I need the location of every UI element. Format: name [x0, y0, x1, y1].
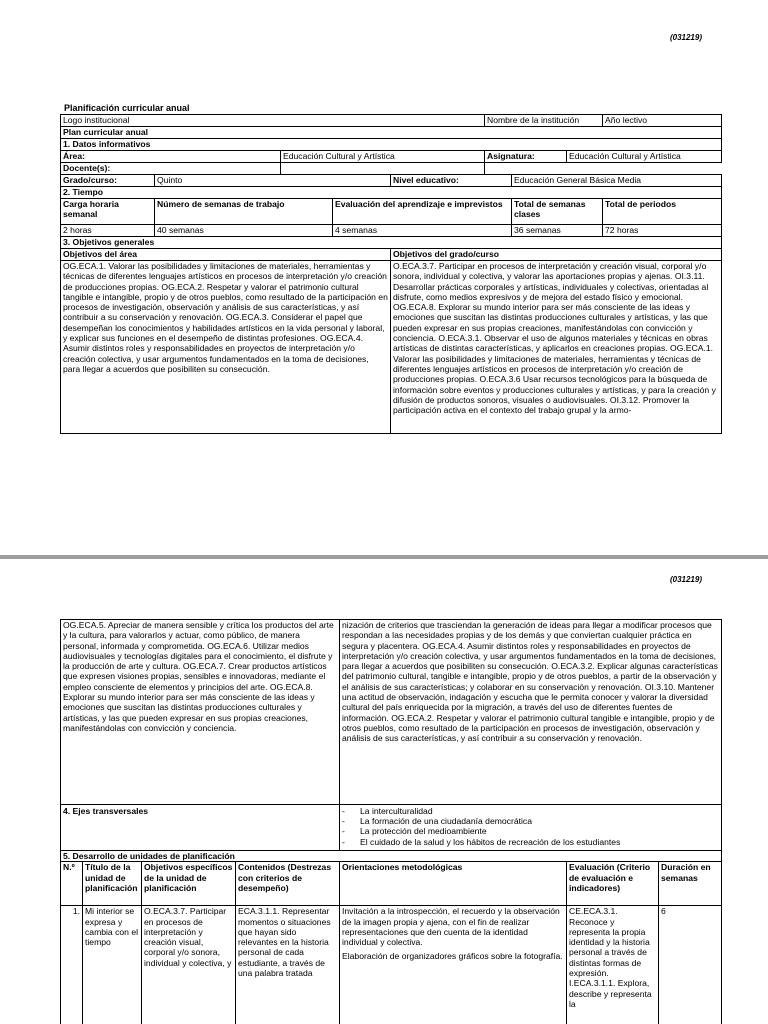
unidad-contenidos: ECA.3.1.1. Representar momentos o situaciones que hayan sido relevantes en la historia personal de cada estudiante, a través de una palabra tratada [236, 906, 340, 1024]
unidad-objetivos: O.ECA.3.7. Participar en procesos de interpretación y creación visual, corporal y/o sonora, individual y colectiva, y [142, 906, 236, 1024]
tiempo-value-total-semanas: 36 semanas [512, 225, 603, 237]
docente-empty-area [485, 163, 722, 175]
grado-label: Grado/curso: [61, 175, 155, 187]
ejes-list-cell [340, 805, 722, 851]
school-year-cell: Año lectivo [603, 115, 722, 127]
unidades-header-objetivos: Objetivos específicos de la unidad de planificación [142, 862, 236, 906]
planning-table-page-1 [60, 114, 722, 434]
unidades-header-duracion: Duración en semanas [659, 862, 722, 906]
docente-label: Docente(s): [61, 163, 281, 175]
orientacion-paragraph: Elaboración de organizadores gráficos sobre la fotografía. [342, 951, 563, 962]
section-3-heading: 3. Objetivos generales [61, 237, 722, 249]
area-label: Área: [61, 151, 281, 163]
unidad-titulo: Mi interior se expresa y cambia con el tiempo [83, 906, 142, 1024]
unidades-header-num: N.º [61, 862, 83, 906]
section-5-heading: 5. Desarrollo de unidades de planificación [61, 851, 722, 862]
objetivos-grado-text: O.ECA.3.7. Participar en procesos de interpretación y creación visual, corporal y/o sonora, individual y colectiva, y valorar las aportaciones propias y ajenas. OI.3.11. Desarrollar prácticas corporales y artísticas, individuales y colectivas, orientadas al disfrute, como medios expresivos y de mejora del estado físico y emocional. OG.ECA.8. Explorar su mundo interior para ser más consciente de las ideas y emociones que suscitan las distintas producciones culturales y artísticas, y las que pueden expresar en sus propias creaciones, manifestándolas con convicción y conciencia. O.ECA.3.1. Observar el uso de algunos materiales y técnicas en obras artísticas de distintas características, y aplicarlos en creaciones propias. OG.ECA.1. Valorar las posibilidades y limitaciones de materiales, herramientas y técnicas de diferentes lenguajes artísticos en procesos de interpretación y/o creación de producciones propias. O.ECA.3.6 Usar recursos tecnológicos para la búsqueda de información sobre eventos y producciones culturales y artísticas, y para la creación y difusión de productos sonoros, visuales o audiovisuales. OI.3.12. Promover la participación activa en el contexto del trabajo grupal y la armo- [391, 261, 722, 434]
unidades-header-titulo: Título de la unidad de planificación [83, 862, 142, 906]
asignatura-value: Educación Cultural y Artística [567, 151, 722, 163]
section-4-heading: 4. Ejes transversales [61, 805, 340, 851]
unidad-orientaciones [340, 906, 567, 1024]
tiempo-value-evaluacion: 4 semanas [333, 225, 512, 237]
document-page-2 [0, 559, 768, 1024]
tiempo-value-carga: 2 horas [61, 225, 155, 237]
section-2-heading: 2. Tiempo [61, 187, 722, 199]
section-1-heading: 1. Datos informativos [61, 139, 722, 151]
area-value: Educación Cultural y Artística [281, 151, 485, 163]
objetivos-area-continued: OG.ECA.5. Apreciar de manera sensible y crítica los productos del arte y la cultura, para valorarlos y actuar, como público, de manera personal, informada y comprometida. OG.ECA.6. Utilizar medios audiovisuales y tecnologías digitales para el conocimiento, el disfrute y la producción de arte y cultura. OG.ECA.7. Crear productos artísticos que expresen visiones propias, sensibles e innovadoras, mediante el empleo consciente de elementos y principios del arte. OG.ECA.8. Explorar su mundo interior para ser más consciente de las ideas y emociones que suscitan las distintas producciones culturales y artísticas, y las que pueden expresar en sus propias creaciones, manifestándolas con convicción y conciencia. [61, 620, 340, 805]
plan-title-row: Plan curricular anual [61, 127, 722, 139]
tiempo-value-total-periodos: 72 horas [603, 225, 722, 237]
objetivos-area-heading: Objetivos del área [61, 249, 391, 261]
unidades-header-contenidos: Contenidos (Destrezas con criterios de desempeño) [236, 862, 340, 906]
tiempo-header-total-periodos: Total de periodos [603, 199, 722, 225]
unidades-header-evaluacion: Evaluación (Criterio de evaluación e indicadores) [567, 862, 659, 906]
objetivos-area-text: OG.ECA.1. Valorar las posibilidades y limitaciones de materiales, herramientas y técnicas de diferentes lenguajes artísticos en procesos de interpretación y/o creación de producciones propias. OG.ECA.2. Respetar y valorar el patrimonio cultural tangible e intangible, propio y de otros pueblos, como resultado de la participación en procesos de investigación, observación y análisis de sus características, y así contribuir a su conservación y renovación. OG.ECA.3. Considerar el papel que desempeñan los conocimientos y habilidades artísticos en la vida personal y laboral, y explicar sus funciones en el desempeño de distintas profesiones. OG.ECA.4. Asumir distintos roles y responsabilidades en proyectos de interpretación y/o creación colectiva, y usar argumentos fundamentados en la toma de decisiones, para llegar a acuerdos que posibiliten su consecución. [61, 261, 391, 434]
grado-value: Quinto [155, 175, 391, 187]
page-code: (031219) [669, 575, 702, 584]
eje-item: - La protección del medioambiente [342, 826, 719, 836]
objetivos-grado-continued: nización de criterios que trasciendan la generación de ideas para llegar a modificar procesos que respondan a las necesidades propias y de los demás y que conviertan cualquier práctica en segura y placentera. OG.ECA.4. Asumir distintos roles y responsabilidades en proyectos de interpretación y/o creación colectiva, y usar argumentos fundamentados en la toma de decisiones, para llegar a acuerdos que posibiliten su consecución. O.ECA.3.2. Explicar algunas características del patrimonio cultural, tangible e intangible, propio y de otros pueblos, a partir de la observación y el análisis de sus características; y colaborar en su conservación y renovación. OI.3.10. Mantener una actitud de observación, indagación y escucha que le permita conocer y valorar la diversidad cultural del país enriquecida por la migración, a través del uso de diferentes fuentes de información. OG.ECA.2. Respetar y valorar el patrimonio cultural tangible e intangible, propio y de otros pueblos, como resultado de la participación en procesos de investigación, observación y análisis de sus características, y así contribuir a su conservación y renovación. [340, 620, 722, 805]
ejes-list [342, 806, 719, 847]
orientacion-paragraph: Invitación a la introspección, el recuerdo y la observación de la imagen propia y ajena, con el fin de realizar representaciones que den cuenta de la identidad individual y colectiva. [342, 906, 560, 948]
tiempo-header-carga: Carga horaria semanal [61, 199, 155, 225]
logo-cell: Logo institucional [61, 115, 485, 127]
page-code: (031219) [669, 33, 702, 42]
unidad-evaluacion: CE.ECA.3.1. Reconoce y representa la propia identidad y la historia personal a través de distintas formas de expresión. I.ECA.3.1.1. Explora, describe y representa la [567, 906, 659, 1024]
tiempo-header-total-semanas: Total de semanas clases [512, 199, 603, 225]
nivel-label: Nivel educativo: [391, 175, 512, 187]
eje-item: - La interculturalidad [342, 806, 719, 816]
tiempo-header-semanas: Número de semanas de trabajo [155, 199, 333, 225]
eje-item: - El cuidado de la salud y los hábitos de recreación de los estudiantes [342, 837, 719, 847]
tiempo-value-semanas: 40 semanas [155, 225, 333, 237]
unidad-duracion: 6 [659, 906, 722, 1024]
objetivos-grado-heading: Objetivos del grado/curso [391, 249, 722, 261]
unidades-header-orientaciones: Orientaciones metodológicas [340, 862, 567, 906]
asignatura-label: Asignatura: [485, 151, 567, 163]
planning-table-page-2 [60, 619, 722, 1024]
nivel-value: Educación General Básica Media [512, 175, 722, 187]
table-row [61, 906, 722, 1024]
eje-item: - La formación de una ciudadanía democrática [342, 816, 719, 826]
institution-name-cell: Nombre de la institución [485, 115, 603, 127]
docente-value [281, 163, 485, 175]
document-title: Planificación curricular anual [64, 103, 190, 113]
tiempo-header-evaluacion: Evaluación del aprendizaje e imprevistos [333, 199, 512, 225]
unidad-num: 1. [61, 906, 83, 1024]
